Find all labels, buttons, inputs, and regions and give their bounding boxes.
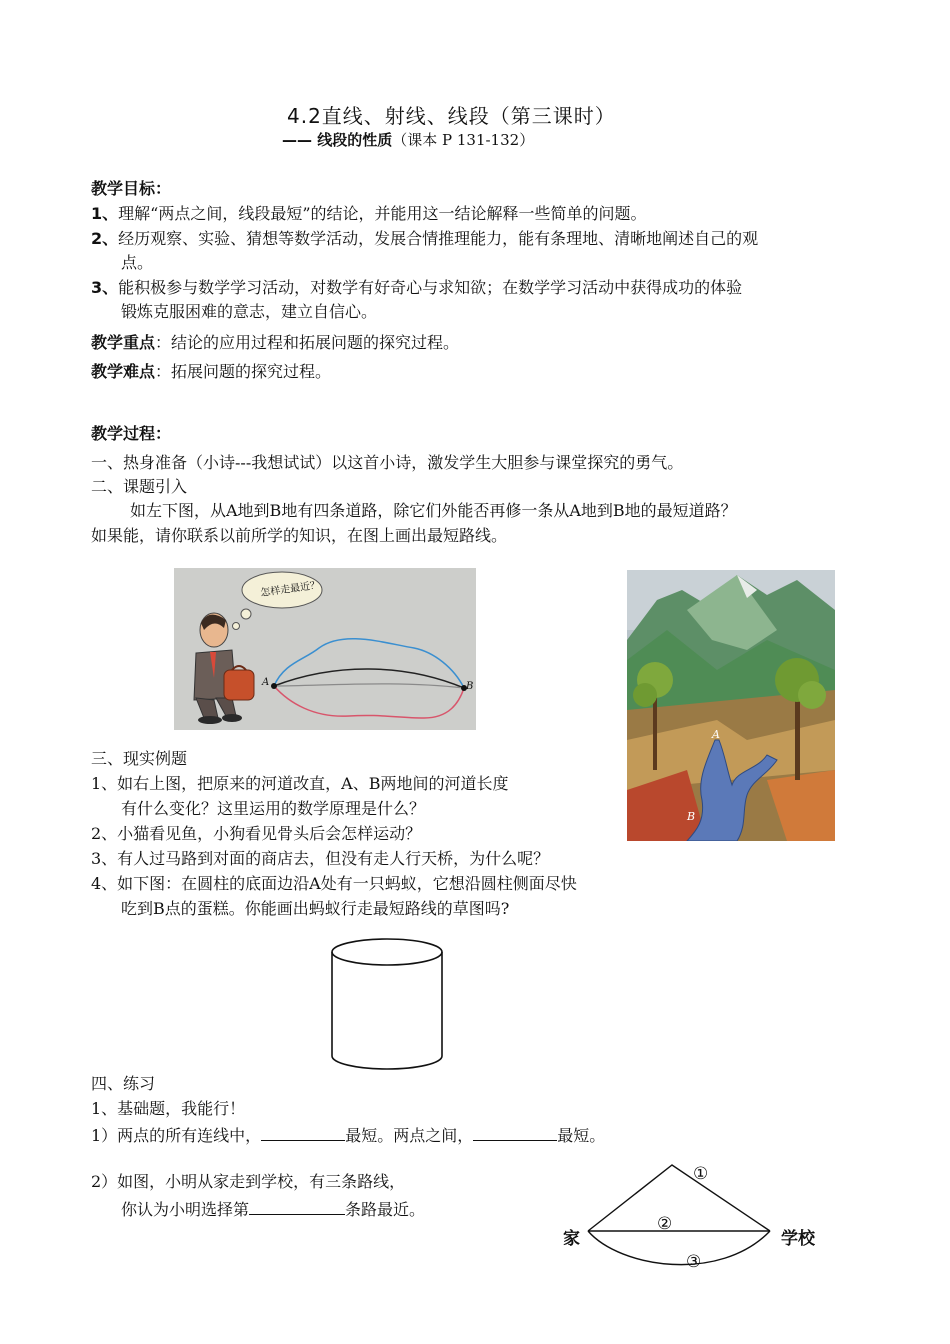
practice-question-1: 1）两点的所有连线中， 最短。两点之间， 最短。 (91, 1126, 606, 1145)
river-landscape-illustration (627, 570, 835, 841)
river-point-b-label: B (687, 810, 696, 823)
point-a-label: A (262, 677, 270, 688)
route-diagram (560, 1158, 800, 1278)
example-1-line1: 1、如右上图，把原来的河道改直，A、B两地间的河道长度 (91, 774, 509, 793)
goal-item-3: 3、能积极参与数学学习活动，对数学有好奇心与求知欲；在数学学习活动中获得成功的体验 (91, 278, 743, 297)
page-subtitle (282, 129, 534, 150)
section-examples: 三、现实例题 (91, 749, 188, 768)
route-2-label: ② (657, 1214, 673, 1234)
routes-illustration (174, 568, 476, 730)
example-3: 3、有人过马路到对面的商店去，但没有走人行天桥，为什么呢？ (91, 849, 550, 868)
goal-item-2-cont: 点。 (121, 253, 154, 272)
school-label: 学校 (781, 1229, 815, 1249)
section-intro: 二、课题引入 (91, 477, 188, 496)
key-point: 教学重点：结论的应用过程和拓展问题的探究过程。 (91, 333, 460, 352)
cylinder-diagram (328, 936, 446, 1074)
point-b-label: B (466, 681, 474, 692)
answer-blank-3[interactable] (249, 1198, 345, 1215)
thought-bubble-text: 怎样走最近？ (259, 579, 321, 600)
subtitle-reference: （课本 P 131-132） (392, 131, 535, 149)
process-heading: 教学过程： (91, 424, 172, 443)
intro-paragraph-line1: 如左下图，从A地到B地有四条道路，除它们外能否再修一条从A地到B地的最短道路？ (130, 501, 737, 520)
practice-question-2-line2: 你认为小明选择第 条路最近。 (121, 1200, 426, 1219)
intro-paragraph-line2: 如果能，请你联系以前所学的知识，在图上画出最短路线。 (91, 526, 508, 545)
river-point-a-label: A (712, 728, 720, 741)
difficult-point: 教学难点：拓展问题的探究过程。 (91, 362, 332, 381)
goal-item-1: 1、理解“两点之间，线段最短”的结论，并能用这一结论解释一些简单的问题。 (91, 204, 647, 223)
route-3-label: ③ (686, 1252, 702, 1272)
home-label: 家 (563, 1229, 580, 1249)
section-practice: 四、练习 (91, 1074, 156, 1093)
example-2: 2、小猫看见鱼，小狗看见骨头后会怎样运动？ (91, 824, 422, 843)
page-title: 4.2直线、射线、线段（第三课时） (287, 104, 616, 128)
subtitle-topic: —— 线段的性质 (282, 131, 393, 149)
goals-heading: 教学目标： (91, 179, 172, 198)
goal-item-3-cont: 锻炼克服困难的意志，建立自信心。 (121, 302, 378, 321)
practice-basic: 1、基础题，我能行！ (91, 1099, 246, 1118)
example-4-line2: 吃到B点的蛋糕。你能画出蚂蚁行走最短路线的草图吗? (121, 899, 510, 918)
section-warmup: 一、热身准备（小诗---我想试试）以这首小诗，激发学生大胆参与课堂探究的勇气。 (91, 453, 684, 472)
answer-blank-1[interactable] (261, 1124, 345, 1141)
example-1-line2: 有什么变化？这里运用的数学原理是什么？ (121, 799, 426, 818)
answer-blank-2[interactable] (473, 1124, 557, 1141)
example-4-line1: 4、如下图：在圆柱的底面边沿A处有一只蚂蚁，它想沿圆柱侧面尽快 (91, 874, 577, 893)
goal-item-2: 2、经历观察、实验、猜想等数学活动，发展合情推理能力，能有条理地、清晰地阐述自己的观 (91, 229, 759, 248)
practice-question-2-line1: 2）如图，小明从家走到学校，有三条路线， (91, 1172, 406, 1191)
route-1-label: ① (693, 1164, 709, 1184)
